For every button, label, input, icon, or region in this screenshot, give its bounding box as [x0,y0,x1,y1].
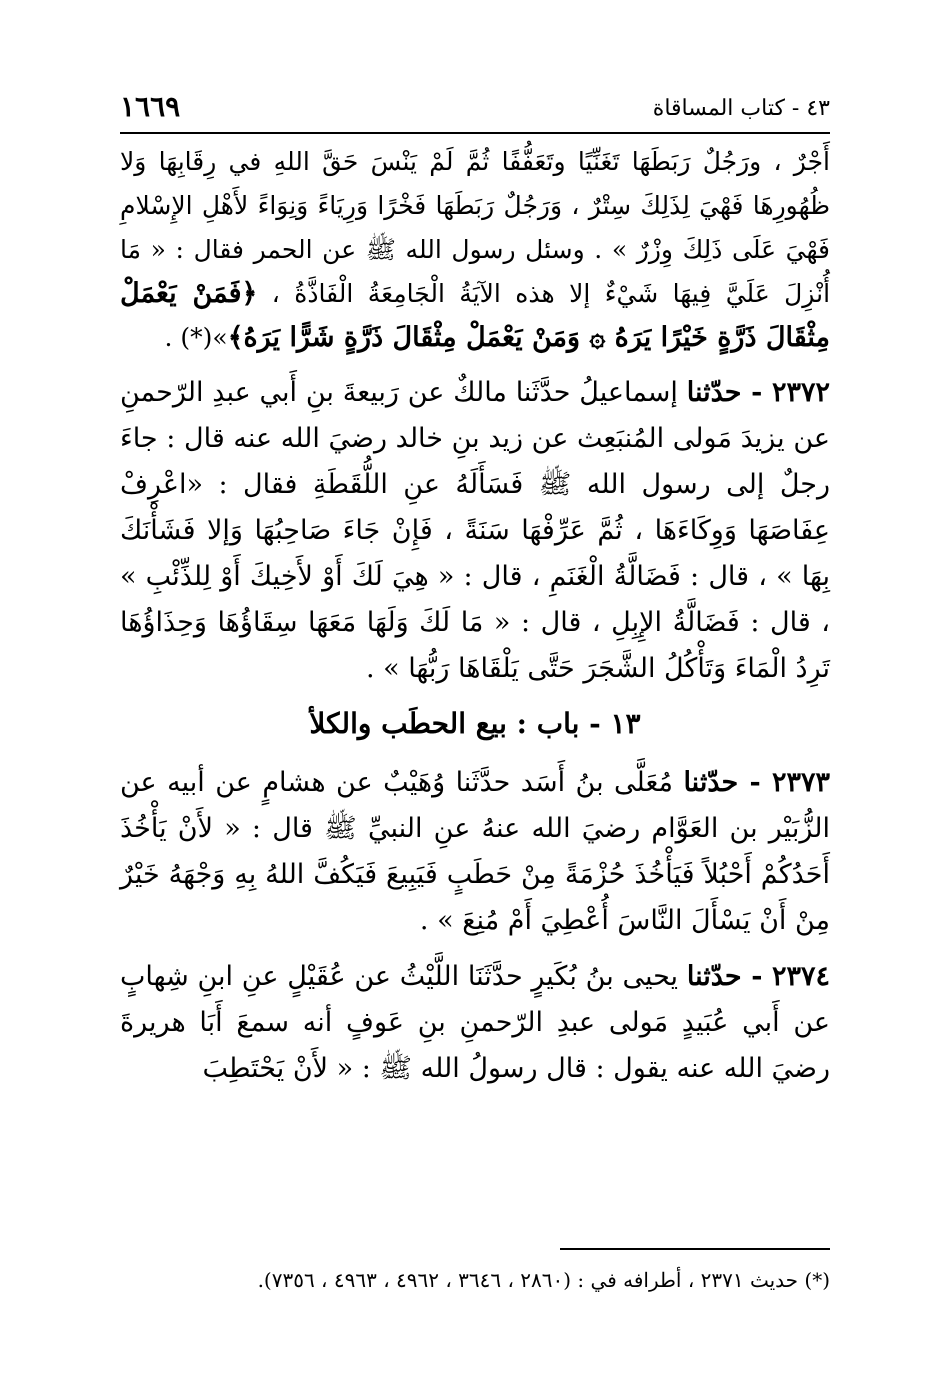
page-body [120,140,830,1096]
hadith-keyword: حدّثنا [686,377,742,408]
hadith-text: مُعَلَّى بنُ أَسَد حدَّثَنا وُهَيْبٌ عن هشامٍ عن أبيه عن الزُّبَيْر بن العَوَّام رضيَ الله عنهُ عنِ النبيِّ ﷺ قال : « لأَنْ يَأْخُذَ أَحَدُكُمْ أَحْبُلاً فَيَأْخُذَ حُزْمَةً مِنْ حَطَبٍ فَيَبِيعَ فَيَكُفَّ اللهُ بِهِ وَجْهَهُ خَيْرٌ مِنْ أَنْ يَسْأَلَ النَّاسَ أُعْطِيَ أَمْ مُنِعَ » . [120,767,830,936]
header-rule [120,132,830,134]
hadith-2374 [120,954,830,1092]
intro-text: أَجْرٌ ، ورَجُلٌ رَبَطَهَا تَغَنِّيًا وتَعَفُّفًا ثُمَّ لَمْ يَنْسَ حَقَّ اللهِ في رِقَابِهَا وَلا ظُهُورِهَا فَهْيَ لِذَلِكَ سِتْرٌ ، وَرَجُلٌ رَبَطَهَا فَخْرًا وَرِيَاءً وَنِوَاءً لأَهْلِ الإِسْلامِ فَهْيَ عَلَى ذَلِكَ وِزْرٌ » . وسئل رسول الله ﷺ عن الحمر فقال : « مَا أُنْزِلَ عَلَيَّ فِيهَا شَيْءٌ إلا هذه الآيَةُ الْجَامِعَةُ الْفَاذَّةُ ، [120,147,831,308]
hadith-number: ٢٣٧٢ [771,377,830,408]
chapter-title: ١٣ - باب : بيع الحطَب والكلأ [309,707,641,740]
hadith-keyword: حدّثنا [686,961,742,992]
page-header [120,90,830,130]
hadith-dash: - [738,767,772,798]
hadith-2372 [120,370,830,692]
book-page [120,70,830,1310]
hadith-text: إسماعيلُ حدَّثَنا مالكٌ عن رَبيعةَ بنِ أَبي عبدِ الرّحمنِ عن يزيدَ مَولى المُنبَعِث عن زيد بنِ خالد رضيَ الله عنه قال : جاءَ رجلٌ إلى رسول الله ﷺ فَسَأَلَهُ عنِ اللُّقَطَةِ فقال : «اعْرِفْ عِفَاصَهَا وَوِكَاءَهَا ، ثُمَّ عَرِّفْهَا سَنَةً ، فَإِنْ جَاءَ صَاحِبُهَا وَإلا فَشَأْنَكَ بِهَا » ، قال : فَضَالَّةُ الْغَنَمِ ، قال : « هِيَ لَكَ أَوْ لأَخِيكَ أَوْ لِلذِّئْبِ » ، قال : فَضَالَّةُ الإِبِلِ ، قال : « مَا لَكَ وَلَهَا مَعَهَا سِقَاؤُهَا وَحِذَاؤُهَا تَرِدُ الْمَاءَ وَتَأْكُلُ الشَّجَرَ حَتَّى يَلْقَاهَا رَبُّهَا » . [120,377,830,684]
hadith-number: ٢٣٧٤ [771,961,830,992]
intro-paragraph [120,140,830,360]
page-number: ١٦٦٩ [120,90,181,123]
quran-end: »(*) . [164,323,228,352]
chapter-heading: ٤٣ - كتاب المساقاة [652,96,830,121]
footnote-rule [560,1248,830,1250]
footnote: (*) حديث ٢٣٧١ ، أطرافه في : (٢٨٦٠ ، ٣٦٤٦ ، ٤٩٦٢ ، ٤٩٦٣ ، ٧٣٥٦). [257,1268,830,1292]
hadith-text: يحيى بنُ بُكَيرٍ حدَّثَنَا اللَّيْثُ عن عُقَيْلٍ عنِ ابنِ شِهابٍ عن أَبي عُبَيدٍ مَولى عبدِ الرّحمنِ بنِ عَوفٍ أنه سمعَ أَبَا هريرةَ رضيَ الله عنه يقول : قال رسولُ الله ﷺ : « لأَنْ يَحْتَطِبَ [120,961,830,1084]
hadith-number: ٢٣٧٣ [771,767,830,798]
hadith-keyword: حدّثنا [683,767,739,798]
hadith-dash: - [741,961,772,992]
hadith-2373 [120,760,830,944]
hadith-dash: - [741,377,772,408]
quran-verse: ﴿فَمَنْ يَعْمَلْ مِثْقَالَ ذَرَّةٍ خَيْرًا يَرَهُ ۞ وَمَنْ يَعْمَلْ مِثْقَالَ ذَرَّةٍ شَرًّا يَرَهُ﴾ [120,278,830,353]
